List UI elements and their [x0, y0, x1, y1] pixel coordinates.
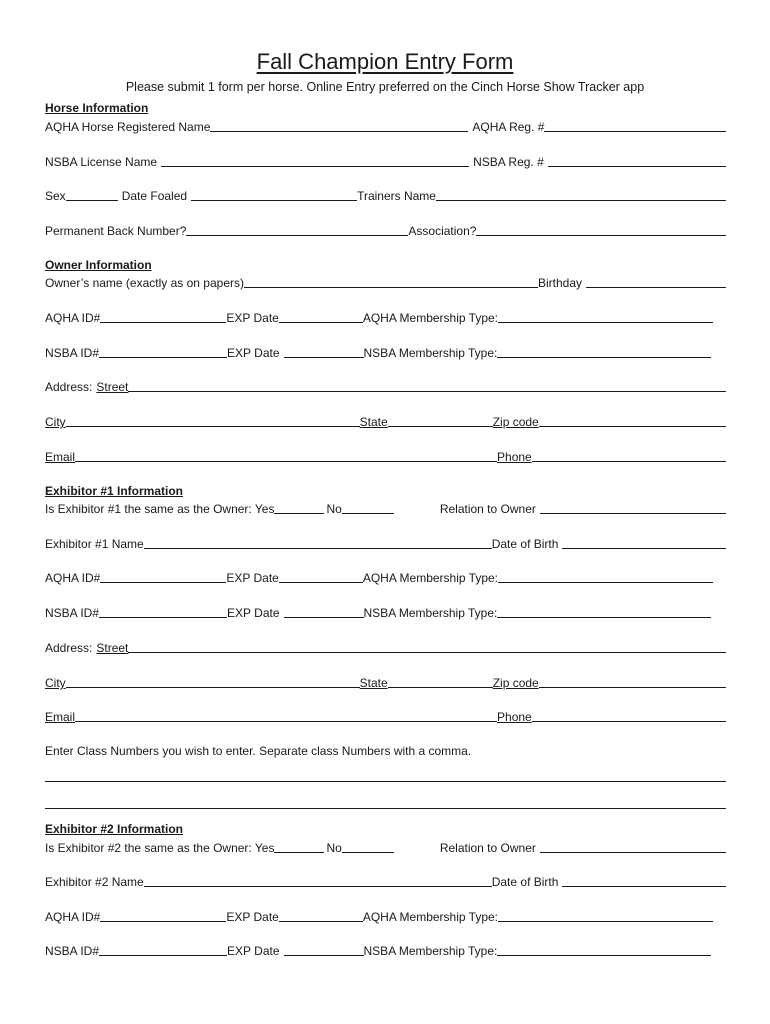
date-foaled-field[interactable]: [191, 200, 357, 201]
back-number-row: [45, 222, 726, 238]
exhibitor1-nsba-type-field[interactable]: [497, 617, 711, 618]
owner-city-field[interactable]: [66, 426, 360, 427]
aqha-horse-name-label: AQHA Horse Registered Name: [45, 120, 211, 134]
exhibitor1-same-row: [45, 500, 726, 516]
aqha-reg-label: AQHA Reg. #: [472, 120, 545, 134]
exhibitor1-dob-field[interactable]: [562, 548, 726, 549]
exhibitor2-aqha-row: [45, 908, 726, 924]
exhibitor2-nsba-exp-label: EXP Date: [227, 944, 280, 958]
owner-name-field[interactable]: [244, 287, 538, 288]
exhibitor2-nsba-type-field[interactable]: [497, 955, 711, 956]
exhibitor2-relation-label: Relation to Owner: [439, 841, 536, 855]
aqha-horse-name-field[interactable]: [210, 131, 468, 132]
exhibitor1-aqha-type-label: AQHA Membership Type:: [362, 571, 499, 585]
owner-nsba-row: [45, 344, 726, 360]
form-subtitle: Please submit 1 form per horse. Online Entry preferred on the Cinch Horse Show Tracker app: [125, 80, 645, 94]
exhibitor2-info-heading: Exhibitor #2 Information: [45, 822, 184, 836]
exhibitor1-no-label: No: [326, 502, 342, 516]
exhibitor1-no-field[interactable]: [342, 513, 394, 514]
exhibitor1-nsba-id-label: NSBA ID#: [45, 606, 100, 620]
exhibitor2-nsba-id-field[interactable]: [99, 955, 227, 956]
sex-foaled-trainer-row: [45, 187, 726, 203]
exhibitor1-city-field[interactable]: [66, 687, 360, 688]
exhibitor2-nsba-exp-field[interactable]: [284, 955, 364, 956]
owner-street-field[interactable]: [128, 391, 726, 392]
exhibitor2-nsba-id-label: NSBA ID#: [45, 944, 100, 958]
exhibitor1-nsba-exp-field[interactable]: [284, 617, 364, 618]
owner-nsba-type-label: NSBA Membership Type:: [363, 346, 498, 360]
exhibitor2-aqha-exp-field[interactable]: [279, 921, 363, 922]
trainers-name-field[interactable]: [436, 200, 726, 201]
owner-phone-field[interactable]: [532, 461, 726, 462]
nsba-reg-label: NSBA Reg. #: [473, 155, 544, 169]
nsba-license-row: [45, 153, 726, 169]
exhibitor1-relation-field[interactable]: [540, 513, 726, 514]
exhibitor1-nsba-id-field[interactable]: [99, 617, 227, 618]
owner-nsba-id-label: NSBA ID#: [45, 346, 100, 360]
class-numbers-line-1[interactable]: [45, 781, 726, 782]
owner-aqha-exp-label: EXP Date: [226, 311, 279, 325]
owner-phone-label: Phone: [497, 450, 532, 464]
nsba-reg-field[interactable]: [548, 166, 726, 167]
exhibitor1-nsba-row: [45, 604, 726, 620]
exhibitor1-relation-label: Relation to Owner: [439, 502, 536, 516]
exhibitor1-email-label: Email: [45, 710, 76, 724]
owner-nsba-id-field[interactable]: [99, 357, 227, 358]
exhibitor1-phone-field[interactable]: [532, 721, 726, 722]
exhibitor1-city-label: City: [45, 676, 66, 690]
exhibitor1-aqha-exp-label: EXP Date: [226, 571, 279, 585]
exhibitor1-city-row: [45, 674, 726, 690]
exhibitor1-street-field[interactable]: [128, 652, 726, 653]
owner-state-field[interactable]: [388, 426, 493, 427]
exhibitor2-same-row: [45, 839, 726, 855]
exhibitor1-name-row: [45, 535, 726, 551]
exhibitor1-same-label: Is Exhibitor #1 the same as the Owner: Yes: [45, 502, 275, 516]
exhibitor1-info-heading: Exhibitor #1 Information: [45, 484, 184, 498]
owner-email-field[interactable]: [75, 461, 497, 462]
exhibitor1-aqha-row: [45, 569, 726, 585]
exhibitor1-aqha-type-field[interactable]: [498, 582, 713, 583]
owner-email-label: Email: [45, 450, 76, 464]
exhibitor2-aqha-type-label: AQHA Membership Type:: [362, 910, 499, 924]
owner-birthday-field[interactable]: [586, 287, 726, 288]
exhibitor1-street-label: Street: [96, 641, 129, 655]
nsba-license-field[interactable]: [161, 166, 469, 167]
form-title: Fall Champion Entry Form: [256, 49, 514, 74]
exhibitor1-state-label: State: [359, 676, 388, 690]
exhibitor2-nsba-row: [45, 942, 726, 958]
owner-nsba-exp-field[interactable]: [284, 357, 364, 358]
owner-aqha-id-label: AQHA ID#: [45, 311, 101, 325]
owner-aqha-type-field[interactable]: [498, 322, 713, 323]
owner-city-label: City: [45, 415, 66, 429]
owner-aqha-type-label: AQHA Membership Type:: [362, 311, 499, 325]
exhibitor1-name-label: Exhibitor #1 Name: [45, 537, 144, 551]
horse-registered-name-row: [45, 118, 726, 134]
owner-address-row: [45, 378, 726, 394]
owner-zip-field[interactable]: [539, 426, 726, 427]
exhibitor1-aqha-id-label: AQHA ID#: [45, 571, 101, 585]
sex-field[interactable]: [66, 200, 118, 201]
exhibitor1-yes-field[interactable]: [274, 513, 324, 514]
owner-birthday-label: Birthday: [537, 276, 583, 290]
exhibitor1-dob-label: Date of Birth: [491, 537, 559, 551]
class-numbers-instruction-row: [45, 742, 726, 758]
exhibitor2-no-field[interactable]: [342, 852, 394, 853]
exhibitor1-nsba-type-label: NSBA Membership Type:: [363, 606, 498, 620]
owner-city-row: [45, 413, 726, 429]
exhibitor1-zip-field[interactable]: [539, 687, 726, 688]
owner-state-label: State: [359, 415, 388, 429]
exhibitor2-aqha-id-label: AQHA ID#: [45, 910, 101, 924]
exhibitor2-name-field[interactable]: [144, 886, 492, 887]
back-number-label: Permanent Back Number?: [45, 224, 187, 238]
sex-label: Sex: [45, 189, 66, 203]
exhibitor2-dob-field[interactable]: [562, 886, 726, 887]
owner-nsba-type-field[interactable]: [497, 357, 711, 358]
exhibitor2-aqha-type-field[interactable]: [498, 921, 713, 922]
owner-nsba-exp-label: EXP Date: [227, 346, 280, 360]
aqha-reg-field[interactable]: [544, 131, 726, 132]
exhibitor2-aqha-id-field[interactable]: [100, 921, 226, 922]
exhibitor1-name-field[interactable]: [144, 548, 492, 549]
exhibitor2-same-label: Is Exhibitor #2 the same as the Owner: Yes: [45, 841, 275, 855]
owner-aqha-row: [45, 309, 726, 325]
exhibitor1-zip-label: Zip code: [492, 676, 539, 690]
exhibitor2-aqha-exp-label: EXP Date: [226, 910, 279, 924]
exhibitor1-aqha-exp-field[interactable]: [279, 582, 363, 583]
exhibitor2-name-row: [45, 873, 726, 889]
exhibitor2-relation-field[interactable]: [540, 852, 726, 853]
exhibitor2-no-label: No: [326, 841, 342, 855]
exhibitor1-address-label: Address:: [45, 641, 93, 655]
nsba-license-label: NSBA License Name: [45, 155, 158, 169]
owner-street-label: Street: [96, 380, 129, 394]
date-foaled-label: Date Foaled: [121, 189, 188, 203]
owner-aqha-id-field[interactable]: [100, 322, 226, 323]
exhibitor1-nsba-exp-label: EXP Date: [227, 606, 280, 620]
class-numbers-line-2[interactable]: [45, 808, 726, 809]
exhibitor1-email-row: [45, 708, 726, 724]
exhibitor1-aqha-id-field[interactable]: [100, 582, 226, 583]
owner-info-heading: Owner Information: [45, 258, 152, 272]
owner-aqha-exp-field[interactable]: [279, 322, 363, 323]
exhibitor1-email-field[interactable]: [75, 721, 497, 722]
owner-email-row: [45, 448, 726, 464]
owner-address-label: Address:: [45, 380, 93, 394]
exhibitor1-state-field[interactable]: [388, 687, 493, 688]
trainers-name-label: Trainers Name: [357, 189, 436, 203]
horse-info-heading: Horse Information: [45, 101, 149, 115]
owner-name-row: [45, 274, 726, 290]
association-field[interactable]: [476, 235, 726, 236]
owner-zip-label: Zip code: [492, 415, 539, 429]
class-numbers-label: Enter Class Numbers you wish to enter. Separate class Numbers with a comma.: [45, 744, 472, 758]
owner-name-label: Owner’s name (exactly as on papers): [45, 276, 244, 290]
exhibitor2-name-label: Exhibitor #2 Name: [45, 875, 144, 889]
exhibitor2-yes-field[interactable]: [274, 852, 324, 853]
exhibitor1-address-row: [45, 639, 726, 655]
back-number-field[interactable]: [186, 235, 408, 236]
exhibitor1-phone-label: Phone: [497, 710, 532, 724]
exhibitor2-nsba-type-label: NSBA Membership Type:: [363, 944, 498, 958]
association-label: Association?: [408, 224, 477, 238]
exhibitor2-dob-label: Date of Birth: [491, 875, 559, 889]
